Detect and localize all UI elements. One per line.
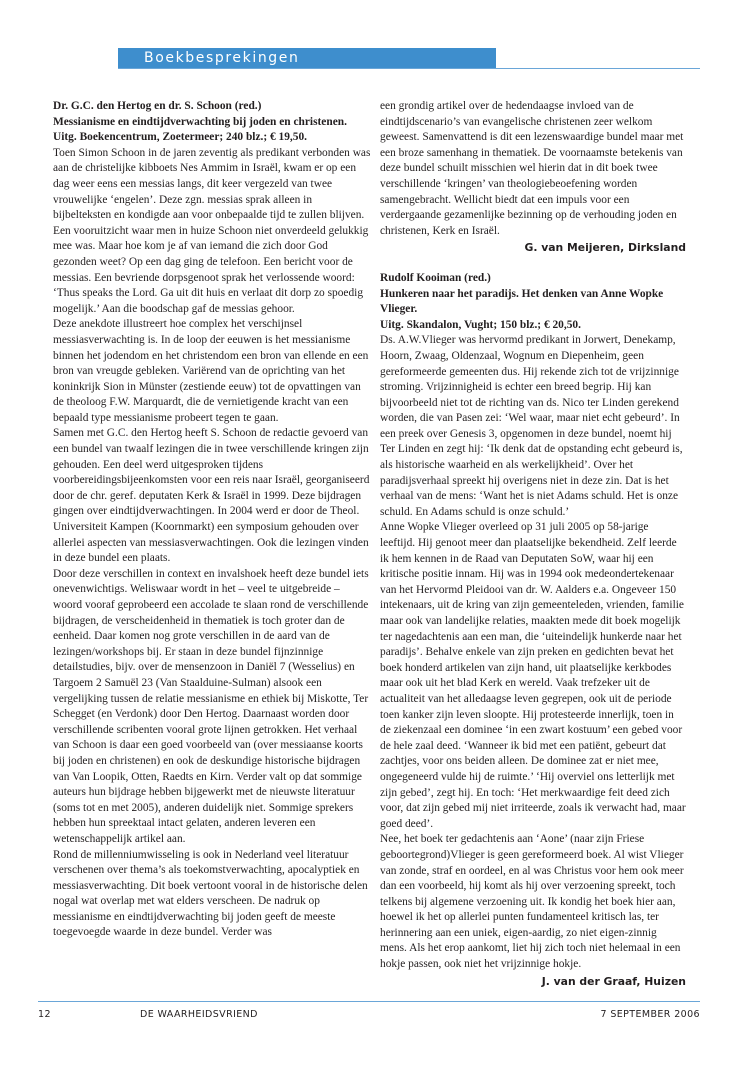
header-rule — [118, 68, 700, 69]
review1-publisher: Uitg. Boekencentrum, Zoetermeer; 240 blz.; € 19,50. — [53, 131, 308, 144]
review2-authors: Rudolf Kooiman (red.) — [380, 271, 491, 284]
review1-body-part2: een grondig artikel over de hedendaagse invloed van de eindtijdscenario’s van evangelische christenen zeer welkom geweest. Samenvattend is dit een lezenswaardige bundel maar met een broze samenhang in thematiek. De voornaamste betekenis van deze bundel schuilt misschien wel hierin dat in dit boek twee verschillende ‘kringen’ van theologiebeoefening worden samengebracht. Wellicht biedt dat een impuls voor een verdergaande gezamenlijke bezinning op de verhouding joden en christenen, Kerk en Israël. — [380, 100, 684, 237]
review2-publisher: Uitg. Skandalon, Vught; 150 blz.; € 20,50. — [380, 318, 581, 331]
review2-title: Hunkeren naar het paradijs. Het denken van Anne Wopke Vlieger. — [380, 287, 664, 316]
review1-body-part1: Toen Simon Schoon in de jaren zeventig als predikant verbonden was aan de christelijke kibboets Nes Ammim in Israël, kwam er op een dag weer eens een messias langs, dit keer vergezeld van twee vrouwelijke ‘engelen’. Deze zgn. messias sprak alleen in bijbelteksten en kondigde aan voor onbepaalde tijd te zullen blijven. Een vooruitzicht waar men in huize Schoon niet onverdeeld gelukkig mee was. Maar hoe kom je af van iemand die zich door God gezonden weet? Op een dag ging de telefoon. Een bericht voor de messias. Een bevriende dorpsgenoot sprak het verlossende woord: ‘Thus speaks the Lord. Ga uit dit huis en verlaat dit dorp zo spoedig mogelijk.’ Aan die boodschap gaf de messias gehoor. Deze anekdote illustreert hoe complex het verschijnsel messiasverwachting is. In de loop der eeuwen is het messianisme binnen het jodendom en het christendom een bron van ellende en een bron van vreugde gebleken. Variërend van de oprichting van het koninkrijk Sion in Münster (zestiende eeuw) tot de opvattingen van de theoloog F.W. Marquardt, die de vernietigende kracht van een bepaald type messianisme probeert tegen te gaan. Samen met G.C. den Hertog heeft S. Schoon de redactie gevoerd van een bundel van twaalf lezingen die in twee verschillende kringen zijn gehouden. Een deel werd uitgesproken tijdens voorbereidingsbijeenkomsten voor een reis naar Israël, georganiseerd door de chr. geref. deputaten Kerk & Israël in 1999. Deze bijdragen gingen over eindtijdverwachtingen. In 2004 werd er door de Theol. Universiteit Kampen (Koornmarkt) een symposium gehouden over allerlei aspecten van messiasverwachtingen. Ook die lezingen vinden in deze bundel een plaats. Door deze verschillen in context en invalshoek heeft deze bundel iets onevenwichtigs. Weliswaar wordt in het – veel te uitgebreide – woord vooraf geprobeerd een accolade te slaan rond de verschillende bijdragen, de verscheidenheid in thematiek is toch groter dan de eenheid. Daar komen nog grote verschillen in de aard van de lezingen/workshops bij. Er staan in deze bundel fijnzinnige detailstudies, bijv. over de mensenzoon in Daniël 7 (Wesselius) en Targoem 2 Samuël 23 (Van Staalduine-Sulman) alsook een vergelijking tussen de relatie messianisme en ethiek bij Miskotte, Ter Schegget (en Verdonk) door Den Hertog. Daarnaast worden door verschillende scribenten vooral grote lijnen getrokken. Het verhaal van Schoon is daar een goed voorbeeld van (over messiaanse koorts bij joden en christenen) en ook de deskundige historische bijdragen van Van Loopik, Otten, Raedts en Kirn. Verder valt op dat sommige auteurs hun bijdrage hebben bijgewerkt met de nieuwste literatuur (soms tot en met 2005), anderen duidelijk niet. Sommige sprekers hebben hun spreektaal intact gelaten, anderen leveren een wetenschappelijk artikel aan. Rond de millenniumwisseling is ook in Nederland veel literatuur verschenen over thema’s als toekomstverwachting, apocalyptiek en messiasverwachting. Dit boek vertoont vooral in de historische delen nogal wat overlap met wat elders verscheen. De nadruk op messianisme en eindtijdverwachting bij joden geeft de meeste toegevoegde waarde in deze bundel. Verder was — [53, 146, 371, 939]
review2-body: Ds. A.W.Vlieger was hervormd predikant in Jorwert, Denekamp, Hoorn, Zwaag, Oldenzaal, Wognum en Diepenheim, geen gereformeerde gemeenten dus. Hij rekende zich tot de vrijzinnige stroming. Vrijzinnigheid is echter een breed begrip. Hij kan bijvoorbeeld niet tot de richting van ds. Nico ter Linden gerekend worden, die van Pasen zei: ‘Wel waar, maar niet echt gebeurd’. In een preek over Genesis 3, opgenomen in deze bundel, noemt hij Ter Linden en zegt hij: ‘Ik denk dat de opstanding echt gebeurd is, als historische waarheid en als werkelijkheid’. Over het paradijsverhaal spreekt hij overigens niet in deze zin. Dat is het verhaal van de mens: ‘Want het is niet Adams schuld. Het is onze schuld. En Adams schuld is onze schuld.’ Anne Wopke Vlieger overleed op 31 juli 2005 op 58-jarige leeftijd. Hij genoot meer dan plaatselijke bekendheid. Zelf leerde ik hem kennen in de Raad van Deputaten SoW, waar hij een kritische positie innam. Hij was in 1994 ook medeondertekenaar van het Hervormd Pleidooi van dr. W. Aalders e.a. Ongeveer 150 intekenaars, uit de kring van zijn gemeenteleden, vrienden, familie maar ook van landelijke relaties, maakten mede dit boek mogelijk ter nagedachtenis aan een man, die ‘uiteindelijk hunkerde naar het paradijs’. Behalve enkele van zijn preken en gedichten bevat het boek honderd artikelen van zijn hand, uit plaatselijke kerkbodes maar ook uit het blad Kerk en wereld. Vaak trefzeker uit de actualiteit van het alledaagse leven gegrepen, ook uit de periode toen kanker zijn leven sloopte. Hij protesteerde innerlijk, toen in de ziekenzaal een dominee ‘in een zwart kostuum’ een gebed voor de hele zaal deed. ‘Wanneer ik bid met een patiënt, gebeurt dat zachtjes, voor ons beiden alleen. De dominee zat er niet mee, ongegeneerd vulde hij de ruimte.’ ‘Hij overviel ons letterlijk met zijn gebed’, zegt hij. En toch: ‘Het merkwaardige feit deed zich voor, dat zijn gebed mij niet irriteerde, zoals ik verwacht had, maar goed deed’. Nee, het boek ter gedachtenis aan ‘Aone’ (naar zijn Friese geboortegrond)Vlieger is geen gereformeerd boek. Al wist Vlieger van zonde, straf en oordeel, en al was Christus voor hem ook meer dan een voorbeeld, hij komt als hij over verzoening spreekt, toch telkens bij algemene verzoening uit. Ik kondig het boek hier aan, hoewel ik het op allerlei punten fundamenteel kritisch las, ter herinnering aan een uniek, eigen-aardig, zo niet eigen-zinnig mens. Als het erop aankomt, liet hij zich toch niet helemaal in een hokje passen, ook niet het vrijzinnige hokje. — [380, 334, 686, 971]
section-header-bar — [118, 48, 496, 68]
review1-title: Messianisme en eindtijdverwachting bij joden en christenen. — [53, 115, 347, 128]
section-title: Boekbesprekingen — [144, 50, 300, 66]
left-column — [53, 99, 371, 941]
review2-reviewer: J. van der Graaf, Huizen — [541, 974, 686, 988]
magazine-name: DE WAARHEIDSVRIEND — [140, 1009, 258, 1020]
footer-rule — [38, 1001, 700, 1002]
review1-authors: Dr. G.C. den Hertog en dr. S. Schoon (red.) — [53, 100, 262, 112]
right-column — [380, 99, 686, 989]
issue-date: 7 SEPTEMBER 2006 — [600, 1009, 700, 1020]
page-number: 12 — [38, 1009, 51, 1020]
review1-reviewer: G. van Meijeren, Dirksland — [524, 241, 686, 255]
